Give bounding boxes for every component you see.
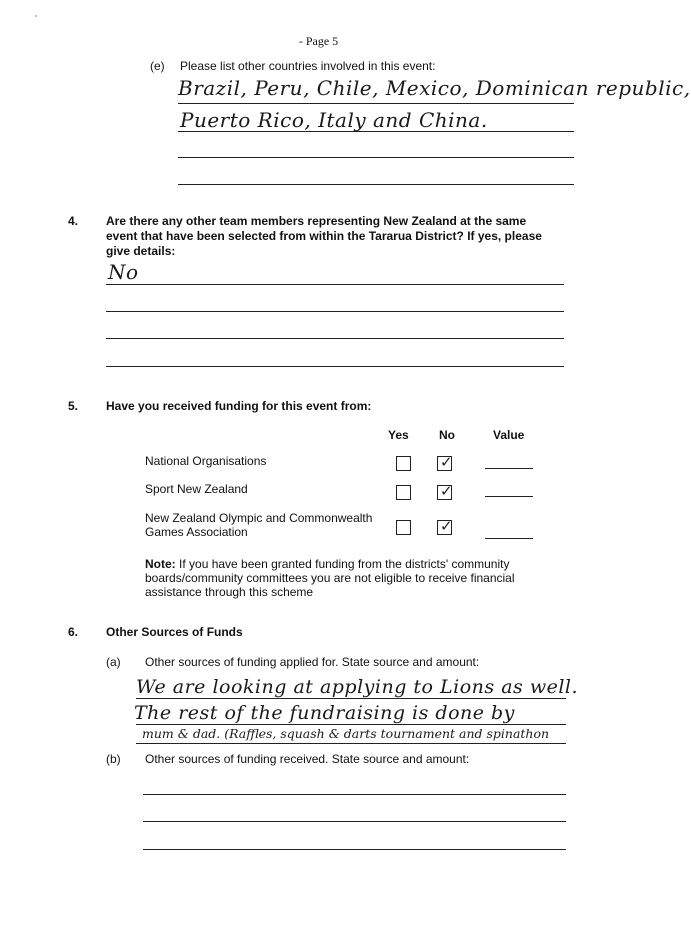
q6b-line-3	[143, 849, 566, 850]
q5-row-label: New Zealand Olympic and Commonwealth	[145, 511, 373, 525]
q5-row-label: Games Association	[145, 525, 248, 539]
q4-line-2	[106, 311, 564, 312]
q5-note-text: If you have been granted funding from the districts' community boards/community committees you are not eligible to receive financial assistance through this scheme	[145, 557, 515, 599]
q3e-prompt: Please list other countries involved in this event:	[180, 59, 436, 73]
q6a-line-3	[136, 743, 566, 744]
q5-question: Have you received funding for this event from:	[106, 399, 372, 413]
q6b-letter: (b)	[106, 752, 121, 766]
q3e-line-2	[178, 131, 574, 132]
q6b-line-2	[143, 821, 566, 822]
q5-row2-yes-checkbox[interactable]	[396, 485, 411, 500]
q5-row3-no-checkbox[interactable]	[437, 517, 453, 535]
q6a-answer-line1: We are looking at applying to Lions as well.	[136, 676, 579, 698]
q5-row-label: National Organisations	[145, 454, 267, 468]
q5-row1-yes-checkbox[interactable]	[396, 456, 411, 471]
q4-line-4	[106, 366, 564, 367]
scan-speck	[35, 15, 37, 17]
q4-answer: No	[108, 260, 139, 284]
q5-row1-no-checkbox[interactable]	[437, 453, 453, 471]
q4-number: 4.	[68, 214, 79, 228]
q5-header-no: No	[439, 428, 455, 442]
q6a-answer-line2: The rest of the fundraising is done by	[134, 702, 515, 724]
q5-header-value: Value	[493, 428, 525, 442]
q5-note-label: Note:	[145, 557, 176, 571]
q5-row2-no-checkbox[interactable]	[437, 482, 453, 500]
check-mark-icon: ✓	[440, 482, 453, 500]
q3e-answer-line2: Puerto Rico, Italy and China.	[180, 108, 488, 132]
q5-row3-value-line	[485, 538, 533, 539]
q6a-line-1	[136, 698, 566, 699]
q4-line-3	[106, 338, 564, 339]
q6-title: Other Sources of Funds	[106, 625, 243, 639]
q4-line-1	[106, 284, 564, 285]
q5-row3-yes-checkbox[interactable]	[396, 520, 411, 535]
q5-header-yes: Yes	[388, 428, 409, 442]
q4-question-line1: Are there any other team members representing New Zealand at the same	[106, 214, 527, 228]
page-number: - Page 5	[298, 34, 339, 48]
q4-question-line3: give details:	[106, 244, 176, 258]
q3e-letter: (e)	[150, 59, 165, 73]
q5-row1-value-line	[485, 468, 533, 469]
q3e-line-4	[178, 184, 574, 185]
q5-row2-value-line	[485, 496, 533, 497]
check-mark-icon: ✓	[440, 453, 453, 471]
q6-number: 6.	[68, 625, 79, 639]
q5-note	[145, 557, 535, 599]
q6b-prompt: Other sources of funding received. State source and amount:	[145, 752, 470, 766]
q6a-letter: (a)	[106, 655, 121, 669]
q3e-answer-line1: Brazil, Peru, Chile, Mexico, Dominican republic,	[178, 76, 691, 100]
q6b-line-1	[143, 794, 566, 795]
check-mark-icon: ✓	[440, 517, 453, 535]
q3e-line-3	[178, 157, 574, 158]
q6a-prompt: Other sources of funding applied for. State source and amount:	[145, 655, 480, 669]
q6a-line-2	[136, 724, 566, 725]
q5-number: 5.	[68, 399, 79, 413]
q5-row-label: Sport New Zealand	[145, 482, 248, 496]
q3e-line-1	[178, 103, 574, 104]
q6a-answer-line3: mum & dad. (Raffles, squash & darts tournament and spinathon	[142, 726, 550, 741]
q4-question-line2: event that have been selected from within the Tararua District? If yes, please	[106, 229, 542, 243]
